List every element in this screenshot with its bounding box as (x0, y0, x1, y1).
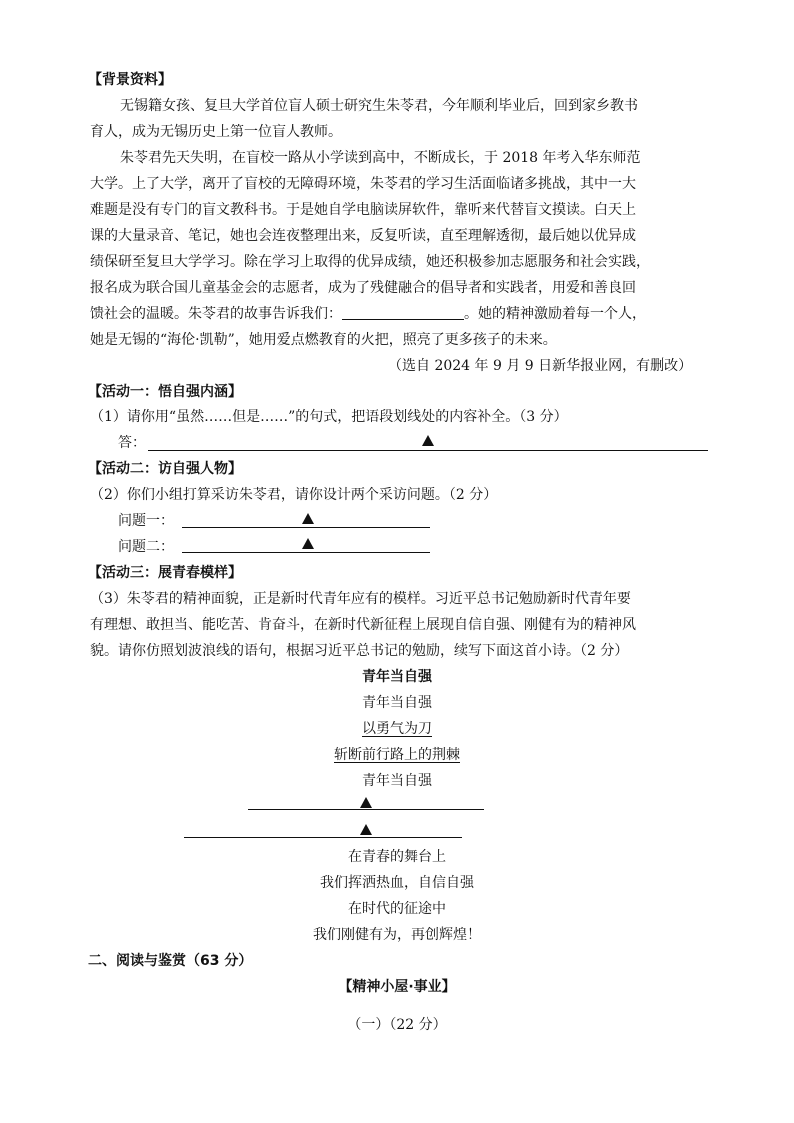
triangle-icon (360, 824, 372, 835)
triangle-icon (302, 513, 314, 524)
poem-ending-line: 我们挥洒热血，自信自强 (320, 875, 474, 891)
poem-line-text: 斩断前行路上的荆棘 (334, 747, 460, 763)
fill-in-blank[interactable] (342, 305, 464, 320)
source-citation: （选自 2024 年 9 月 9 日新华报业网，有删改） (388, 358, 693, 374)
poem-line: 青年当自强 (362, 695, 432, 711)
section2-subheading: 【精神小屋·事业】 (338, 979, 456, 995)
para1-line1: 无锡籍女孩、复旦大学首位盲人硕士研究生朱苓君，今年顺利毕业后，回到家乡教书 (120, 98, 638, 114)
poem-line: 青年当自强 (362, 773, 432, 789)
para2-line8: 她是无锡的“海伦·凯勒”，她用爱点燃教育的火把，照亮了更多孩子的未来。 (90, 332, 557, 348)
question1-label: 问题一： (118, 513, 174, 529)
para2-line7 (90, 304, 646, 324)
para2-line2: 大学。上了大学，离开了盲校的无障碍环境，朱苓君的学习生活面临诸多挑战，其中一大 (90, 176, 636, 192)
question2-line[interactable] (182, 552, 430, 553)
poem-line-wavy (0, 745, 794, 765)
para2-line1: 朱苓君先天失明，在盲校一路从小学读到高中，不断成长，于 2018 年考入华东师范 (120, 150, 641, 166)
question1-line[interactable] (182, 527, 430, 528)
poem-ending-line: 在时代的征途中 (348, 901, 446, 917)
activity1-heading: 【活动一：悟自强内涵】 (88, 384, 242, 400)
para2-line6: 报名成为联合国儿童基金会的志愿者，成为了残健融合的倡导者和实践者，用爱和善良回 (90, 280, 636, 296)
section2-heading: 二、阅读与鉴赏（63 分） (88, 953, 253, 969)
activity3-question-line3: 貌。请你仿照划波浪线的语句，根据习近平总书记的勉励，续写下面这首小诗。（2 分） (90, 643, 629, 659)
poem-blank-line1[interactable] (248, 809, 484, 810)
answer-line[interactable] (148, 450, 708, 451)
para2-line7-start: 馈社会的温暖。朱苓君的故事告诉我们： (90, 306, 342, 322)
poem-line-wavy (0, 719, 794, 739)
para2-line4: 课的大量录音、笔记，她也会连夜整理出来，反复听读，直至理解透彻，最后她以优异成 (90, 228, 636, 244)
triangle-icon (422, 435, 434, 446)
activity3-heading: 【活动三：展青春模样】 (88, 565, 242, 581)
activity1-question: （1）请你用“虽然……但是……”的句式，把语段划线处的内容补全。（3 分） (90, 409, 568, 425)
question2-label: 问题二： (118, 539, 174, 555)
section2-part: （一）（22 分） (347, 1017, 447, 1033)
triangle-icon (360, 797, 372, 808)
para2-line5: 绩保研至复旦大学学习。除在学习上取得的优异成绩，她还积极参加志愿服务和社会实践， (90, 254, 650, 270)
activity2-question: （2）你们小组打算采访朱苓君，请你设计两个采访问题。（2 分） (90, 487, 498, 503)
activity2-heading: 【活动二：访自强人物】 (88, 461, 242, 477)
poem-ending-line: 我们刚健有为，再创辉煌！ (313, 927, 481, 943)
activity3-question-line1: （3）朱苓君的精神面貌，正是新时代青年应有的模样。习近平总书记勉励新时代青年要 (90, 591, 631, 607)
poem-ending-line: 在青春的舞台上 (348, 849, 446, 865)
triangle-icon (302, 538, 314, 549)
para2-line3: 难题是没有专门的盲文教科书。于是她自学电脑读屏软件，靠听来代替盲文摸读。白天上 (90, 202, 636, 218)
poem-title: 青年当自强 (362, 669, 432, 685)
activity3-question-line2: 有理想、敢担当、能吃苦、肯奋斗，在新时代新征程上展现自信自强、刚健有为的精神风 (90, 617, 636, 633)
background-heading: 【背景资料】 (88, 72, 172, 88)
poem-blank-line2[interactable] (184, 837, 462, 838)
answer-label: 答： (118, 435, 146, 451)
poem-line-text: 以勇气为刀 (362, 721, 432, 737)
para2-line7-end: 。她的精神激励着每一个人， (464, 306, 646, 322)
para1-line2: 育人，成为无锡历史上第一位盲人教师。 (90, 124, 342, 140)
